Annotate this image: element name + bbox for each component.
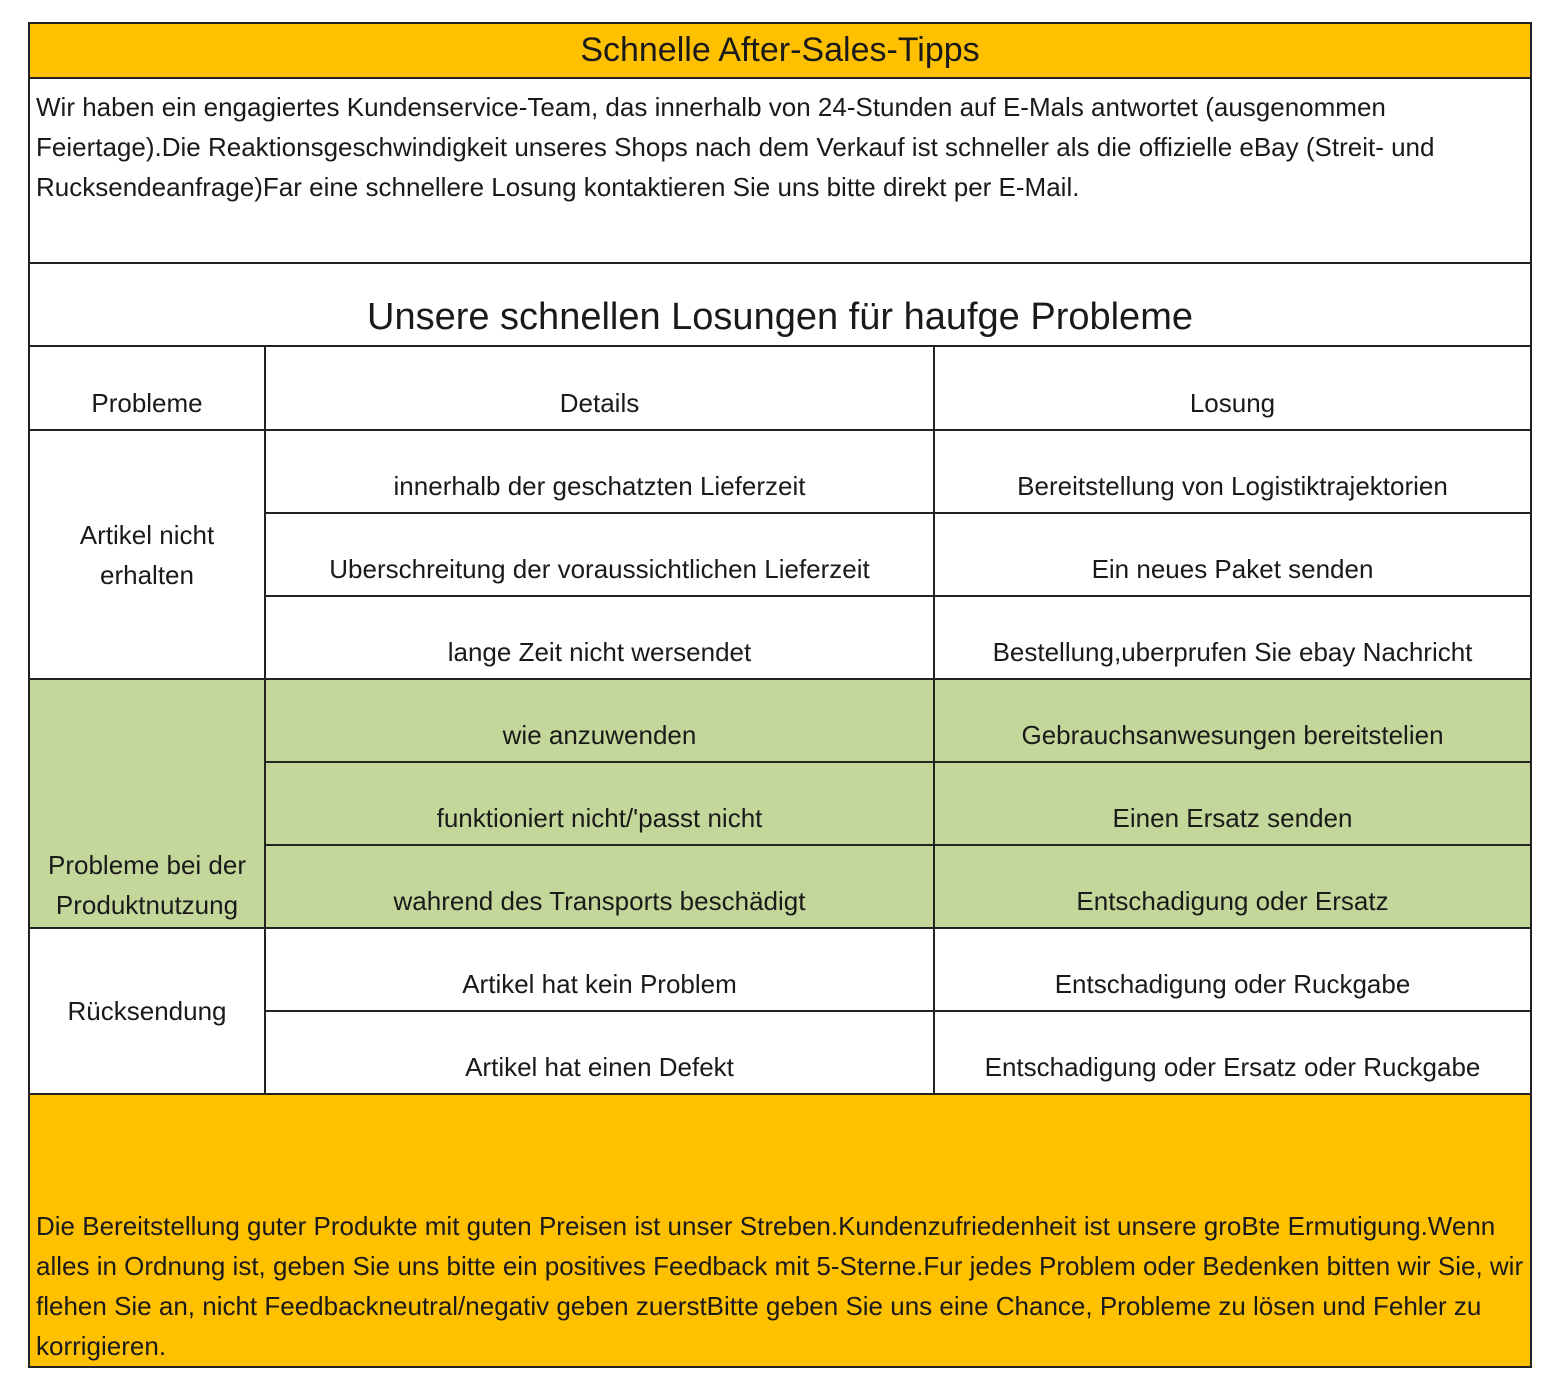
intro-text: Wir haben ein engagiertes Kundenservice-Team, das innerhalb von 24-Stunden auf E-Mals antwortet (ausgenommen Feiertage).Die Reaktionsgeschwindigkeit unseres Shops nach dem Verkauf ist schneller als die offizielle eBay (Streit- und Rucksendeanfrage)Far eine schnellere Losung kontaktieren Sie uns bitte direkt per E-Mail.: [30, 79, 1530, 264]
details-cell: wie anzuwenden: [265, 679, 934, 762]
solutions-table: [30, 347, 1530, 1095]
details-cell: wahrend des Transports beschädigt: [265, 845, 934, 928]
category-product-usage: Probleme bei der Produktnutzung: [30, 679, 265, 928]
after-sales-sheet: [28, 22, 1532, 1368]
table-row: [30, 928, 1530, 1011]
footer-text: Die Bereitstellung guter Produkte mit guten Preisen ist unser Streben.Kundenzufriedenheit ist unsere groBte Ermutigung.Wenn alles in Ordnung ist, geben Sie uns bitte ein positives Feedback mit 5-Sterne.Fur jedes Problem oder Bedenken bitten wir Sie, wir flehen Sie an, nicht Feedbackneutral/negativ geben zuerstBitte geben Sie uns eine Chance, Probleme zu lösen und Fehler zu korrigieren.: [36, 1211, 1524, 1361]
details-cell: funktioniert nicht/'passt nicht: [265, 762, 934, 845]
table-row: [30, 679, 1530, 762]
header-solution: Losung: [934, 347, 1530, 430]
table-header-row: [30, 347, 1530, 430]
solution-cell: Einen Ersatz senden: [934, 762, 1530, 845]
category-not-received: Artikel nicht erhalten: [30, 430, 265, 679]
details-cell: innerhalb der geschatzten Lieferzeit: [265, 430, 934, 513]
table-row: [30, 430, 1530, 513]
solution-cell: Entschadigung oder Ruckgabe: [934, 928, 1530, 1011]
solution-cell: Entschadigung oder Ersatz oder Ruckgabe: [934, 1011, 1530, 1094]
section-subtitle: Unsere schnellen Losungen für haufge Probleme: [30, 264, 1530, 347]
solution-cell: Bestellung,uberprufen Sie ebay Nachricht: [934, 596, 1530, 679]
details-cell: Uberschreitung der voraussichtlichen Lieferzeit: [265, 513, 934, 596]
solution-cell: Ein neues Paket senden: [934, 513, 1530, 596]
solution-cell: Entschadigung oder Ersatz: [934, 845, 1530, 928]
details-cell: lange Zeit nicht wersendet: [265, 596, 934, 679]
solution-cell: Bereitstellung von Logistiktrajektorien: [934, 430, 1530, 513]
footer-note: [30, 1095, 1530, 1366]
header-problems: Probleme: [30, 347, 265, 430]
solution-cell: Gebrauchsanwesungen bereitstelien: [934, 679, 1530, 762]
details-cell: Artikel hat kein Problem: [265, 928, 934, 1011]
details-cell: Artikel hat einen Defekt: [265, 1011, 934, 1094]
page-title: Schnelle After-Sales-Tipps: [30, 24, 1530, 79]
category-return: Rücksendung: [30, 928, 265, 1094]
header-details: Details: [265, 347, 934, 430]
